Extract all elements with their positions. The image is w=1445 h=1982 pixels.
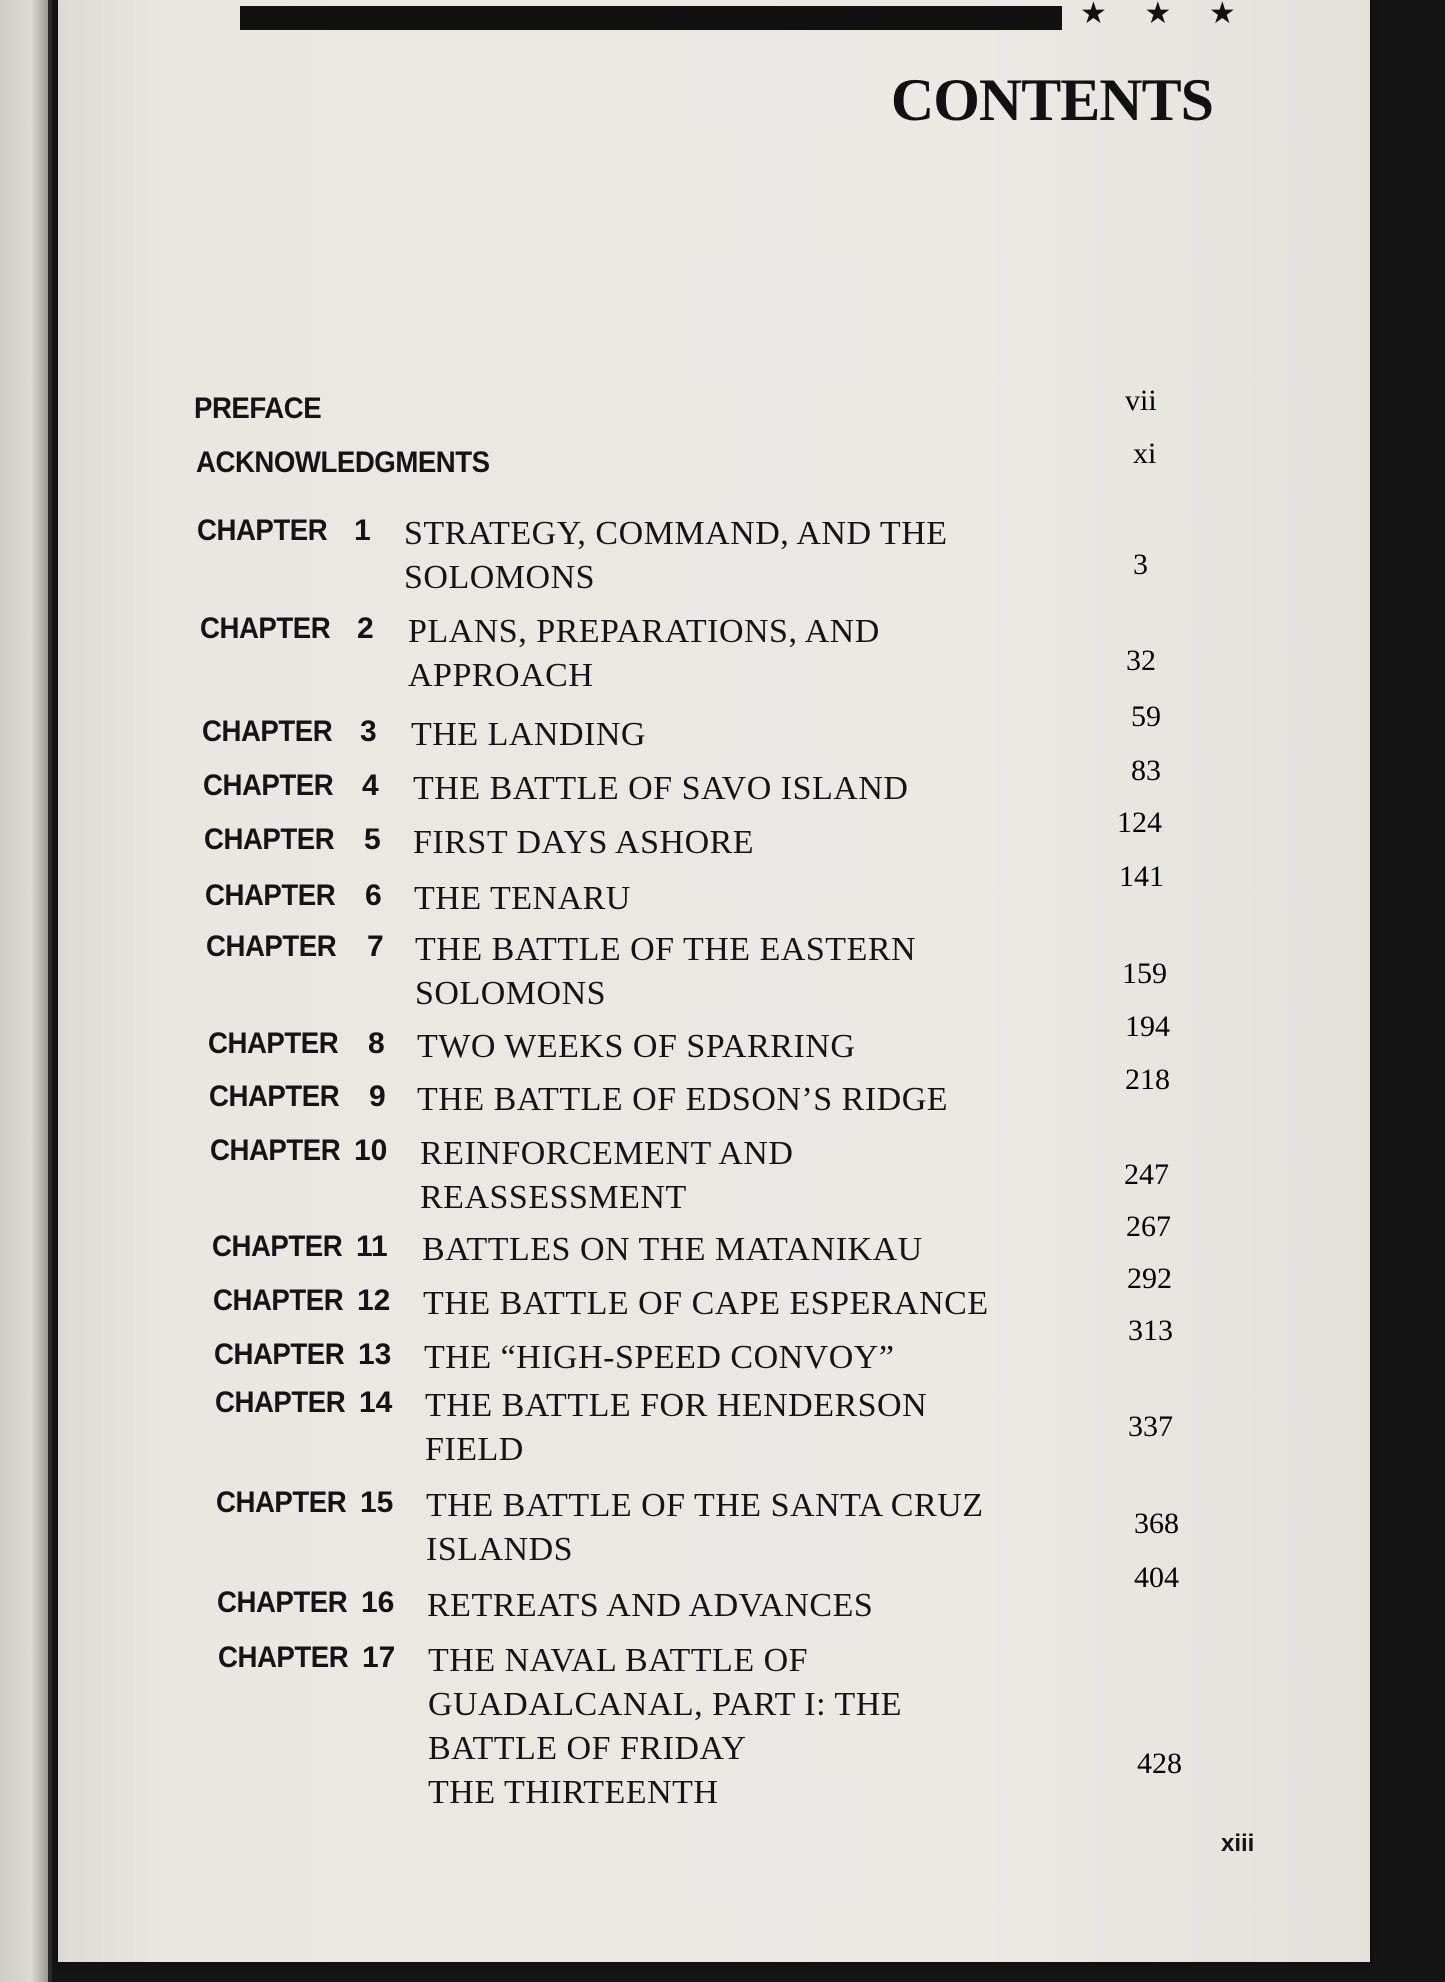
chapter-number: 13 [358,1338,392,1371]
chapter-number: 2 [357,612,374,645]
chapter-title-line: STRATEGY, COMMAND, AND THE [404,515,948,552]
chapter-title [417,1078,948,1122]
chapter-title-line: FIELD [425,1431,524,1468]
chapter-page-number: 292 [1127,1262,1172,1295]
chapter-title [424,1336,894,1380]
chapter-number: 11 [356,1230,388,1263]
chapter-page-number: 404 [1134,1561,1179,1594]
chapter-title-line: TWO WEEKS OF SPARRING [417,1028,856,1065]
chapter-title-line: PLANS, PREPARATIONS, AND [408,613,880,650]
chapter-page-number: 159 [1122,957,1167,990]
chapter-label: CHAPTER [215,1386,346,1419]
entry-page: vii [1125,384,1157,417]
chapter-number: 7 [367,930,384,963]
chapter-number: 16 [361,1586,395,1619]
chapter-title-line: FIRST DAYS ASHORE [413,824,755,861]
chapter-title [408,610,880,698]
chapter-label: CHAPTER [216,1486,347,1519]
chapter-title-line: ISLANDS [426,1531,574,1568]
page-title: CONTENTS [890,67,1213,133]
chapter-number: 12 [357,1284,391,1317]
chapter-title [413,767,908,811]
chapter-title-line: RETREATS AND ADVANCES [427,1587,874,1624]
entry-page: xi [1133,437,1157,470]
chapter-title [414,877,631,921]
chapter-title-line: REINFORCEMENT AND [420,1135,794,1172]
chapter-title-line: THE THIRTEENTH [428,1774,719,1811]
chapter-number: 14 [359,1386,393,1419]
page-number: xiii [1221,1830,1255,1857]
chapter-number: 8 [368,1027,385,1060]
chapter-number: 15 [360,1486,394,1519]
chapter-label: CHAPTER [200,612,331,645]
chapter-page-number: 267 [1126,1210,1171,1243]
chapter-label: CHAPTER [204,823,335,856]
chapter-label: CHAPTER [197,514,328,547]
chapter-title [413,821,754,865]
chapter-title [411,713,646,757]
chapter-title [427,1584,873,1628]
chapter-label: CHAPTER [205,879,336,912]
chapter-title [420,1132,793,1220]
chapter-title-line: REASSESSMENT [420,1179,687,1216]
chapter-label: CHAPTER [206,930,337,963]
chapter-title-line: THE BATTLE OF THE SANTA CRUZ [426,1487,984,1524]
chapter-number: 9 [369,1080,386,1113]
chapter-page-number: 368 [1134,1507,1179,1540]
chapter-page-number: 428 [1137,1747,1182,1780]
header-rule [240,6,1062,30]
header-stars: ★ ★ ★ [1080,0,1250,31]
chapter-title [423,1282,989,1326]
chapter-page-number: 124 [1117,806,1162,839]
chapter-title-line: BATTLE OF FRIDAY [428,1730,747,1767]
chapter-title-line: APPROACH [408,657,594,694]
chapter-page-number: 83 [1131,754,1161,787]
entry-label: PREFACE [194,392,322,425]
chapter-title [422,1228,923,1272]
chapter-title-line: THE BATTLE OF THE EASTERN [415,931,917,968]
chapter-label: CHAPTER [212,1230,343,1263]
chapter-label: CHAPTER [208,1027,339,1060]
chapter-page-number: 194 [1125,1010,1170,1043]
chapter-title-line: THE NAVAL BATTLE OF [428,1642,809,1679]
chapter-label: CHAPTER [213,1284,344,1317]
chapter-page-number: 313 [1128,1314,1173,1347]
chapter-label: CHAPTER [218,1641,349,1674]
chapter-page-number: 59 [1131,700,1161,733]
chapter-title-line: THE LANDING [411,716,646,753]
chapter-number: 17 [362,1641,396,1674]
chapter-number: 10 [354,1134,388,1167]
left-page-edge [0,0,52,1982]
chapter-title-line: SOLOMONS [415,975,607,1012]
chapter-number: 1 [354,514,371,547]
book-page [58,0,1370,1962]
chapter-title-line: THE BATTLE OF SAVO ISLAND [413,770,909,807]
chapter-title-line: SOLOMONS [404,559,596,596]
chapter-number: 6 [365,879,382,912]
chapter-page-number: 141 [1119,860,1164,893]
chapter-number: 4 [362,769,379,802]
chapter-title-line: THE BATTLE FOR HENDERSON [425,1387,928,1424]
chapter-title-line: THE “HIGH-SPEED CONVOY” [424,1339,895,1376]
chapter-title [425,1384,927,1472]
chapter-page-number: 247 [1124,1158,1169,1191]
chapter-title [428,1639,902,1815]
chapter-title-line: BATTLES ON THE MATANIKAU [422,1231,923,1268]
chapter-label: CHAPTER [203,769,334,802]
chapter-title-line: THE BATTLE OF EDSON’S RIDGE [417,1081,949,1118]
chapter-title [426,1484,984,1572]
chapter-title [417,1025,855,1069]
chapter-title-line: THE BATTLE OF CAPE ESPERANCE [423,1285,989,1322]
chapter-page-number: 218 [1125,1063,1170,1096]
chapter-title [404,512,948,600]
chapter-number: 3 [360,715,377,748]
chapter-label: CHAPTER [217,1586,348,1619]
chapter-number: 5 [364,823,381,856]
chapter-title-line: GUADALCANAL, PART I: THE [428,1686,903,1723]
chapter-page-number: 32 [1126,644,1156,677]
chapter-title [415,928,916,1016]
chapter-title-line: THE TENARU [414,880,631,917]
chapter-label: CHAPTER [210,1134,341,1167]
chapter-page-number: 3 [1133,548,1148,581]
chapter-label: CHAPTER [202,715,333,748]
entry-label: ACKNOWLEDGMENTS [196,446,490,479]
chapter-label: CHAPTER [214,1338,345,1371]
chapter-label: CHAPTER [209,1080,340,1113]
chapter-page-number: 337 [1128,1410,1173,1443]
